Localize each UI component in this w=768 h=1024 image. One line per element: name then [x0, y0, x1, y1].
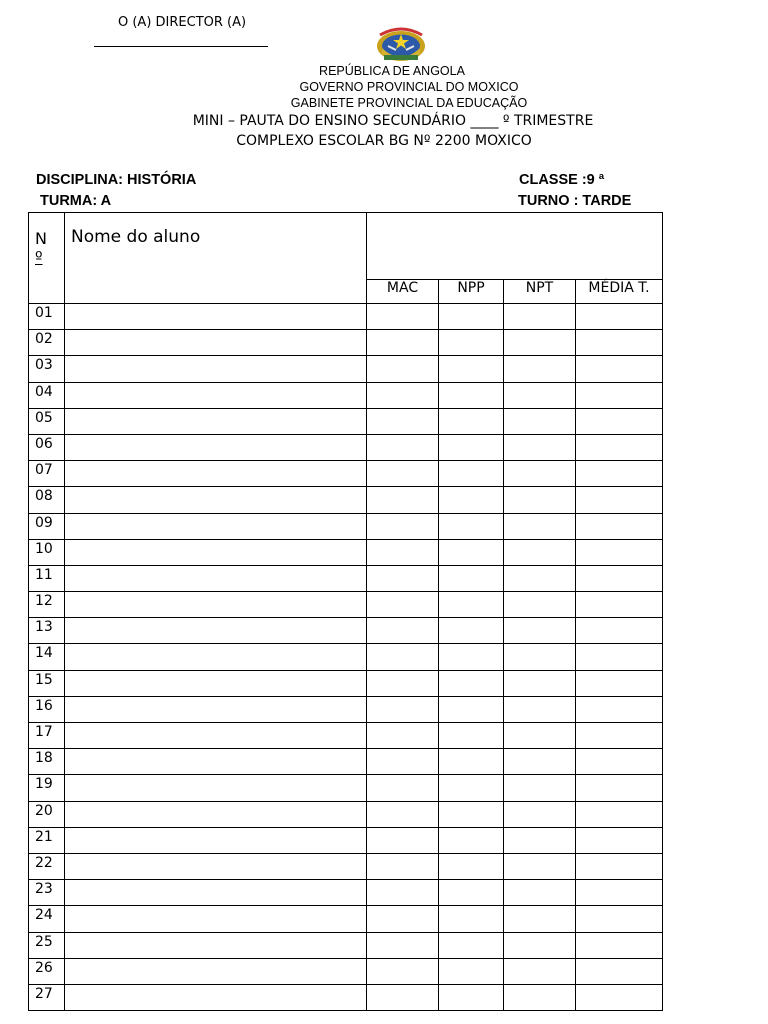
npp-cell[interactable]: [439, 618, 504, 644]
media-cell[interactable]: [576, 775, 663, 801]
npt-cell[interactable]: [504, 723, 576, 749]
table-row: [29, 356, 663, 382]
media-cell[interactable]: [576, 958, 663, 984]
mac-cell[interactable]: [367, 644, 439, 670]
student-name-cell[interactable]: [65, 565, 367, 591]
class-label: CLASSE :9 ª: [519, 172, 605, 188]
government-heading: GOVERNO PROVINCIAL DO MOXICO: [299, 80, 519, 94]
media-cell[interactable]: [576, 853, 663, 879]
column-header-number: [29, 213, 65, 304]
npt-cell[interactable]: [504, 984, 576, 1010]
student-name-cell[interactable]: [65, 330, 367, 356]
student-name-cell[interactable]: [65, 775, 367, 801]
npt-cell[interactable]: [504, 408, 576, 434]
grades-group-header: [367, 213, 663, 280]
npt-cell[interactable]: [504, 958, 576, 984]
mac-cell[interactable]: [367, 853, 439, 879]
row-number: 19: [29, 775, 65, 801]
media-cell[interactable]: [576, 330, 663, 356]
npt-cell[interactable]: [504, 382, 576, 408]
media-cell[interactable]: [576, 304, 663, 330]
npp-cell[interactable]: [439, 749, 504, 775]
npp-cell[interactable]: [439, 696, 504, 722]
row-number: 16: [29, 696, 65, 722]
director-label: O (A) DIRECTOR (A): [118, 15, 247, 30]
row-number: 15: [29, 670, 65, 696]
mac-cell[interactable]: [367, 775, 439, 801]
npp-cell[interactable]: [439, 330, 504, 356]
media-cell[interactable]: [576, 434, 663, 460]
table-row: [29, 592, 663, 618]
npt-cell[interactable]: [504, 801, 576, 827]
student-name-cell[interactable]: [65, 539, 367, 565]
row-number: 18: [29, 749, 65, 775]
media-cell[interactable]: [576, 513, 663, 539]
mac-cell[interactable]: [367, 304, 439, 330]
mac-cell[interactable]: [367, 618, 439, 644]
table-row: [29, 723, 663, 749]
npp-cell[interactable]: [439, 801, 504, 827]
table-row: [29, 775, 663, 801]
mac-cell[interactable]: [367, 723, 439, 749]
student-name-cell[interactable]: [65, 304, 367, 330]
media-cell[interactable]: [576, 696, 663, 722]
column-header-number-n: N: [35, 229, 47, 248]
media-cell[interactable]: [576, 749, 663, 775]
mac-cell[interactable]: [367, 749, 439, 775]
npp-cell[interactable]: [439, 880, 504, 906]
column-header-name: Nome do aluno: [65, 213, 367, 304]
table-row: [29, 382, 663, 408]
media-cell[interactable]: [576, 618, 663, 644]
npt-cell[interactable]: [504, 775, 576, 801]
media-cell[interactable]: [576, 461, 663, 487]
mac-cell[interactable]: [367, 330, 439, 356]
table-row: [29, 827, 663, 853]
media-cell[interactable]: [576, 801, 663, 827]
student-name-cell[interactable]: [65, 644, 367, 670]
student-name-cell[interactable]: [65, 749, 367, 775]
row-number: 21: [29, 827, 65, 853]
table-row: [29, 906, 663, 932]
mac-cell[interactable]: [367, 356, 439, 382]
republic-heading: REPÚBLICA DE ANGOLA: [319, 64, 465, 78]
table-row: [29, 644, 663, 670]
npt-cell[interactable]: [504, 330, 576, 356]
grades-table: [28, 212, 663, 1011]
table-row: [29, 696, 663, 722]
turma-label: TURMA: A: [40, 193, 112, 209]
npt-cell[interactable]: [504, 356, 576, 382]
npp-cell[interactable]: [439, 304, 504, 330]
npp-cell[interactable]: [439, 906, 504, 932]
student-name-cell[interactable]: [65, 696, 367, 722]
npt-cell[interactable]: [504, 932, 576, 958]
npp-cell[interactable]: [439, 827, 504, 853]
mac-cell[interactable]: [367, 408, 439, 434]
row-number: 25: [29, 932, 65, 958]
npp-cell[interactable]: [439, 775, 504, 801]
discipline-label: DISCIPLINA: HISTÓRIA: [36, 172, 197, 188]
student-name-cell[interactable]: [65, 513, 367, 539]
npt-cell[interactable]: [504, 461, 576, 487]
mac-cell[interactable]: [367, 539, 439, 565]
mac-cell[interactable]: [367, 382, 439, 408]
npp-cell[interactable]: [439, 434, 504, 460]
angola-coat-of-arms-icon: [374, 26, 428, 64]
npt-cell[interactable]: [504, 304, 576, 330]
table-row: [29, 932, 663, 958]
mac-cell[interactable]: [367, 984, 439, 1010]
column-header-mac: MAC: [367, 279, 439, 303]
row-number: 11: [29, 565, 65, 591]
student-name-cell[interactable]: [65, 670, 367, 696]
mac-cell[interactable]: [367, 434, 439, 460]
row-number: 09: [29, 513, 65, 539]
mac-cell[interactable]: [367, 670, 439, 696]
mac-cell[interactable]: [367, 827, 439, 853]
row-number: 22: [29, 853, 65, 879]
npp-cell[interactable]: [439, 539, 504, 565]
student-name-cell[interactable]: [65, 592, 367, 618]
npp-cell[interactable]: [439, 592, 504, 618]
mac-cell[interactable]: [367, 487, 439, 513]
signature-line: [94, 46, 268, 47]
student-name-cell[interactable]: [65, 827, 367, 853]
student-name-cell[interactable]: [65, 880, 367, 906]
npt-cell[interactable]: [504, 644, 576, 670]
npp-cell[interactable]: [439, 408, 504, 434]
npp-cell[interactable]: [439, 565, 504, 591]
media-cell[interactable]: [576, 670, 663, 696]
table-row: [29, 565, 663, 591]
student-name-cell[interactable]: [65, 853, 367, 879]
column-header-npp: NPP: [439, 279, 504, 303]
table-row: [29, 618, 663, 644]
table-row: [29, 513, 663, 539]
media-cell[interactable]: [576, 906, 663, 932]
npt-cell[interactable]: [504, 749, 576, 775]
row-number: 26: [29, 958, 65, 984]
row-number: 07: [29, 461, 65, 487]
student-name-cell[interactable]: [65, 723, 367, 749]
shift-label: TURNO : TARDE: [518, 193, 632, 209]
mac-cell[interactable]: [367, 592, 439, 618]
row-number: 12: [29, 592, 65, 618]
row-number: 20: [29, 801, 65, 827]
mac-cell[interactable]: [367, 932, 439, 958]
table-row: [29, 408, 663, 434]
npt-cell[interactable]: [504, 565, 576, 591]
npt-cell[interactable]: [504, 487, 576, 513]
npt-cell[interactable]: [504, 670, 576, 696]
media-cell[interactable]: [576, 827, 663, 853]
table-row: [29, 958, 663, 984]
student-name-cell[interactable]: [65, 801, 367, 827]
table-row: [29, 461, 663, 487]
npp-cell[interactable]: [439, 513, 504, 539]
student-name-cell[interactable]: [65, 434, 367, 460]
table-row: [29, 880, 663, 906]
npt-cell[interactable]: [504, 434, 576, 460]
row-number: 04: [29, 382, 65, 408]
table-row: [29, 670, 663, 696]
npt-cell[interactable]: [504, 618, 576, 644]
row-number: 06: [29, 434, 65, 460]
media-cell[interactable]: [576, 539, 663, 565]
row-number: 13: [29, 618, 65, 644]
npp-cell[interactable]: [439, 853, 504, 879]
row-number: 10: [29, 539, 65, 565]
media-cell[interactable]: [576, 565, 663, 591]
table-row: [29, 749, 663, 775]
table-row: [29, 487, 663, 513]
student-name-cell[interactable]: [65, 487, 367, 513]
row-number: 01: [29, 304, 65, 330]
table-row: [29, 434, 663, 460]
npt-cell[interactable]: [504, 906, 576, 932]
npt-cell[interactable]: [504, 880, 576, 906]
npp-cell[interactable]: [439, 356, 504, 382]
media-cell[interactable]: [576, 984, 663, 1010]
column-header-npt: NPT: [504, 279, 576, 303]
media-cell[interactable]: [576, 723, 663, 749]
row-number: 05: [29, 408, 65, 434]
row-number: 17: [29, 723, 65, 749]
mac-cell[interactable]: [367, 461, 439, 487]
media-cell[interactable]: [576, 408, 663, 434]
row-number: 02: [29, 330, 65, 356]
row-number: 14: [29, 644, 65, 670]
npt-cell[interactable]: [504, 827, 576, 853]
npp-cell[interactable]: [439, 984, 504, 1010]
student-name-cell[interactable]: [65, 984, 367, 1010]
table-row: [29, 304, 663, 330]
mac-cell[interactable]: [367, 513, 439, 539]
npp-cell[interactable]: [439, 644, 504, 670]
student-name-cell[interactable]: [65, 618, 367, 644]
npp-cell[interactable]: [439, 461, 504, 487]
document-title: MINI – PAUTA DO ENSINO SECUNDÁRIO ____ º TRIMESTRE: [192, 113, 594, 129]
table-row: [29, 853, 663, 879]
student-name-cell[interactable]: [65, 958, 367, 984]
npp-cell[interactable]: [439, 723, 504, 749]
npp-cell[interactable]: [439, 382, 504, 408]
student-name-cell[interactable]: [65, 382, 367, 408]
npp-cell[interactable]: [439, 670, 504, 696]
row-number: 24: [29, 906, 65, 932]
media-cell[interactable]: [576, 356, 663, 382]
npp-cell[interactable]: [439, 487, 504, 513]
media-cell[interactable]: [576, 644, 663, 670]
table-row: [29, 330, 663, 356]
column-header-number-ordinal: º: [35, 248, 43, 267]
cabinet-heading: GABINETE PROVINCIAL DA EDUCAÇÃO: [290, 96, 528, 110]
mac-cell[interactable]: [367, 801, 439, 827]
npt-cell[interactable]: [504, 853, 576, 879]
column-header-media: MÉDIA T.: [576, 279, 663, 303]
student-name-cell[interactable]: [65, 356, 367, 382]
npt-cell[interactable]: [504, 539, 576, 565]
student-name-cell[interactable]: [65, 408, 367, 434]
mac-cell[interactable]: [367, 958, 439, 984]
npt-cell[interactable]: [504, 696, 576, 722]
media-cell[interactable]: [576, 487, 663, 513]
npp-cell[interactable]: [439, 958, 504, 984]
media-cell[interactable]: [576, 382, 663, 408]
npt-cell[interactable]: [504, 592, 576, 618]
school-name: COMPLEXO ESCOLAR BG Nº 2200 MOXICO: [236, 133, 532, 149]
table-row: [29, 801, 663, 827]
npp-cell[interactable]: [439, 932, 504, 958]
row-number: 08: [29, 487, 65, 513]
student-name-cell[interactable]: [65, 932, 367, 958]
media-cell[interactable]: [576, 592, 663, 618]
table-row: [29, 539, 663, 565]
mac-cell[interactable]: [367, 696, 439, 722]
mac-cell[interactable]: [367, 565, 439, 591]
student-name-cell[interactable]: [65, 906, 367, 932]
npt-cell[interactable]: [504, 513, 576, 539]
table-row: [29, 984, 663, 1010]
media-cell[interactable]: [576, 880, 663, 906]
row-number: 23: [29, 880, 65, 906]
mac-cell[interactable]: [367, 906, 439, 932]
mac-cell[interactable]: [367, 880, 439, 906]
media-cell[interactable]: [576, 932, 663, 958]
student-name-cell[interactable]: [65, 461, 367, 487]
row-number: 03: [29, 356, 65, 382]
row-number: 27: [29, 984, 65, 1010]
